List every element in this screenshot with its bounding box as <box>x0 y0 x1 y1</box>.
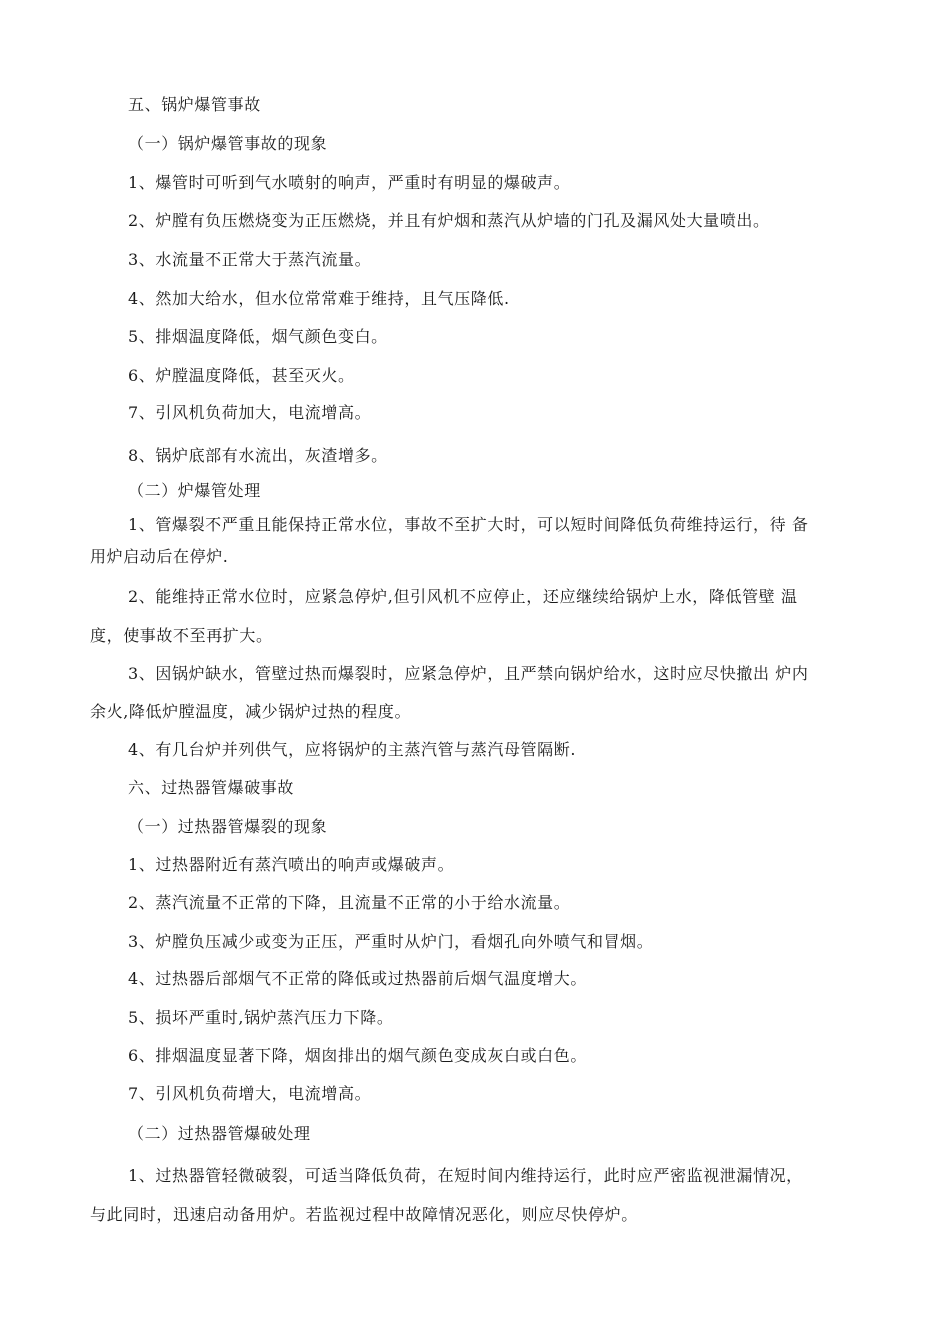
paragraph-line: 4、有几台炉并列供气，应将锅炉的主蒸汽管与蒸汽母管隔断. <box>128 740 577 759</box>
list-item: 2、炉膛有负压燃烧变为正压燃烧，并且有炉烟和蒸汽从炉墙的门孔及漏风处大量喷出。 <box>128 211 770 230</box>
list-item: 5、排烟温度降低，烟气颜色变白。 <box>128 327 388 346</box>
list-item: 6、炉膛温度降低，甚至灭火。 <box>128 366 355 385</box>
list-item: 7、引风机负荷加大，电流增高。 <box>128 403 372 422</box>
paragraph-line: 度，使事故不至再扩大。 <box>90 626 273 645</box>
subsection-heading: （一）锅炉爆管事故的现象 <box>128 134 328 153</box>
subsection-heading: （二）过热器管爆破处理 <box>128 1124 311 1143</box>
subsection-heading: （一）过热器管爆裂的现象 <box>128 817 328 836</box>
list-item: 8、锅炉底部有水流出，灰渣增多。 <box>128 446 388 465</box>
list-item: 6、排烟温度显著下降，烟囱排出的烟气颜色变成灰白或白色。 <box>128 1046 587 1065</box>
paragraph-line: 3、因锅炉缺水，管壁过热而爆裂时，应紧急停炉，且严禁向锅炉给水，这时应尽快撤出 炉内 <box>128 664 809 683</box>
subsection-heading: （二）炉爆管处理 <box>128 481 261 500</box>
paragraph-line: 2、能维持正常水位时，应紧急停炉,但引风机不应停止，还应继续给锅炉上水，降低管壁 温 <box>128 587 798 606</box>
list-item: 1、爆管时可听到气水喷射的响声，严重时有明显的爆破声。 <box>128 173 571 192</box>
paragraph-line: 余火,降低炉膛温度，减少锅炉过热的程度。 <box>90 702 412 721</box>
paragraph-line: 与此同时，迅速启动备用炉。若监视过程中故障情况恶化，则应尽快停炉。 <box>90 1205 638 1224</box>
list-item: 3、水流量不正常大于蒸汽流量。 <box>128 250 372 269</box>
list-item: 7、引风机负荷增大，电流增高。 <box>128 1084 372 1103</box>
section-heading-5: 五、锅炉爆管事故 <box>128 95 261 114</box>
section-heading-6: 六、过热器管爆破事故 <box>128 778 295 797</box>
list-item: 4、过热器后部烟气不正常的降低或过热器前后烟气温度增大。 <box>128 969 587 988</box>
paragraph-line: 1、管爆裂不严重且能保持正常水位，事故不至扩大时，可以短时间降低负荷维持运行，待 备 <box>128 515 809 534</box>
list-item: 4、然加大给水，但水位常常难于维持，且气压降低. <box>128 289 510 308</box>
list-item: 1、过热器附近有蒸汽喷出的响声或爆破声。 <box>128 855 455 874</box>
paragraph-line: 用炉启动后在停炉. <box>90 547 229 566</box>
list-item: 3、炉膛负压减少或变为正压，严重时从炉门，看烟孔向外喷气和冒烟。 <box>128 932 654 951</box>
paragraph-line: 1、过热器管轻微破裂，可适当降低负荷，在短时间内维持运行，此时应严密监视泄漏情况， <box>128 1166 803 1185</box>
list-item: 2、蒸汽流量不正常的下降，且流量不正常的小于给水流量。 <box>128 893 571 912</box>
list-item: 5、损坏严重时,锅炉蒸汽压力下降。 <box>128 1008 394 1027</box>
